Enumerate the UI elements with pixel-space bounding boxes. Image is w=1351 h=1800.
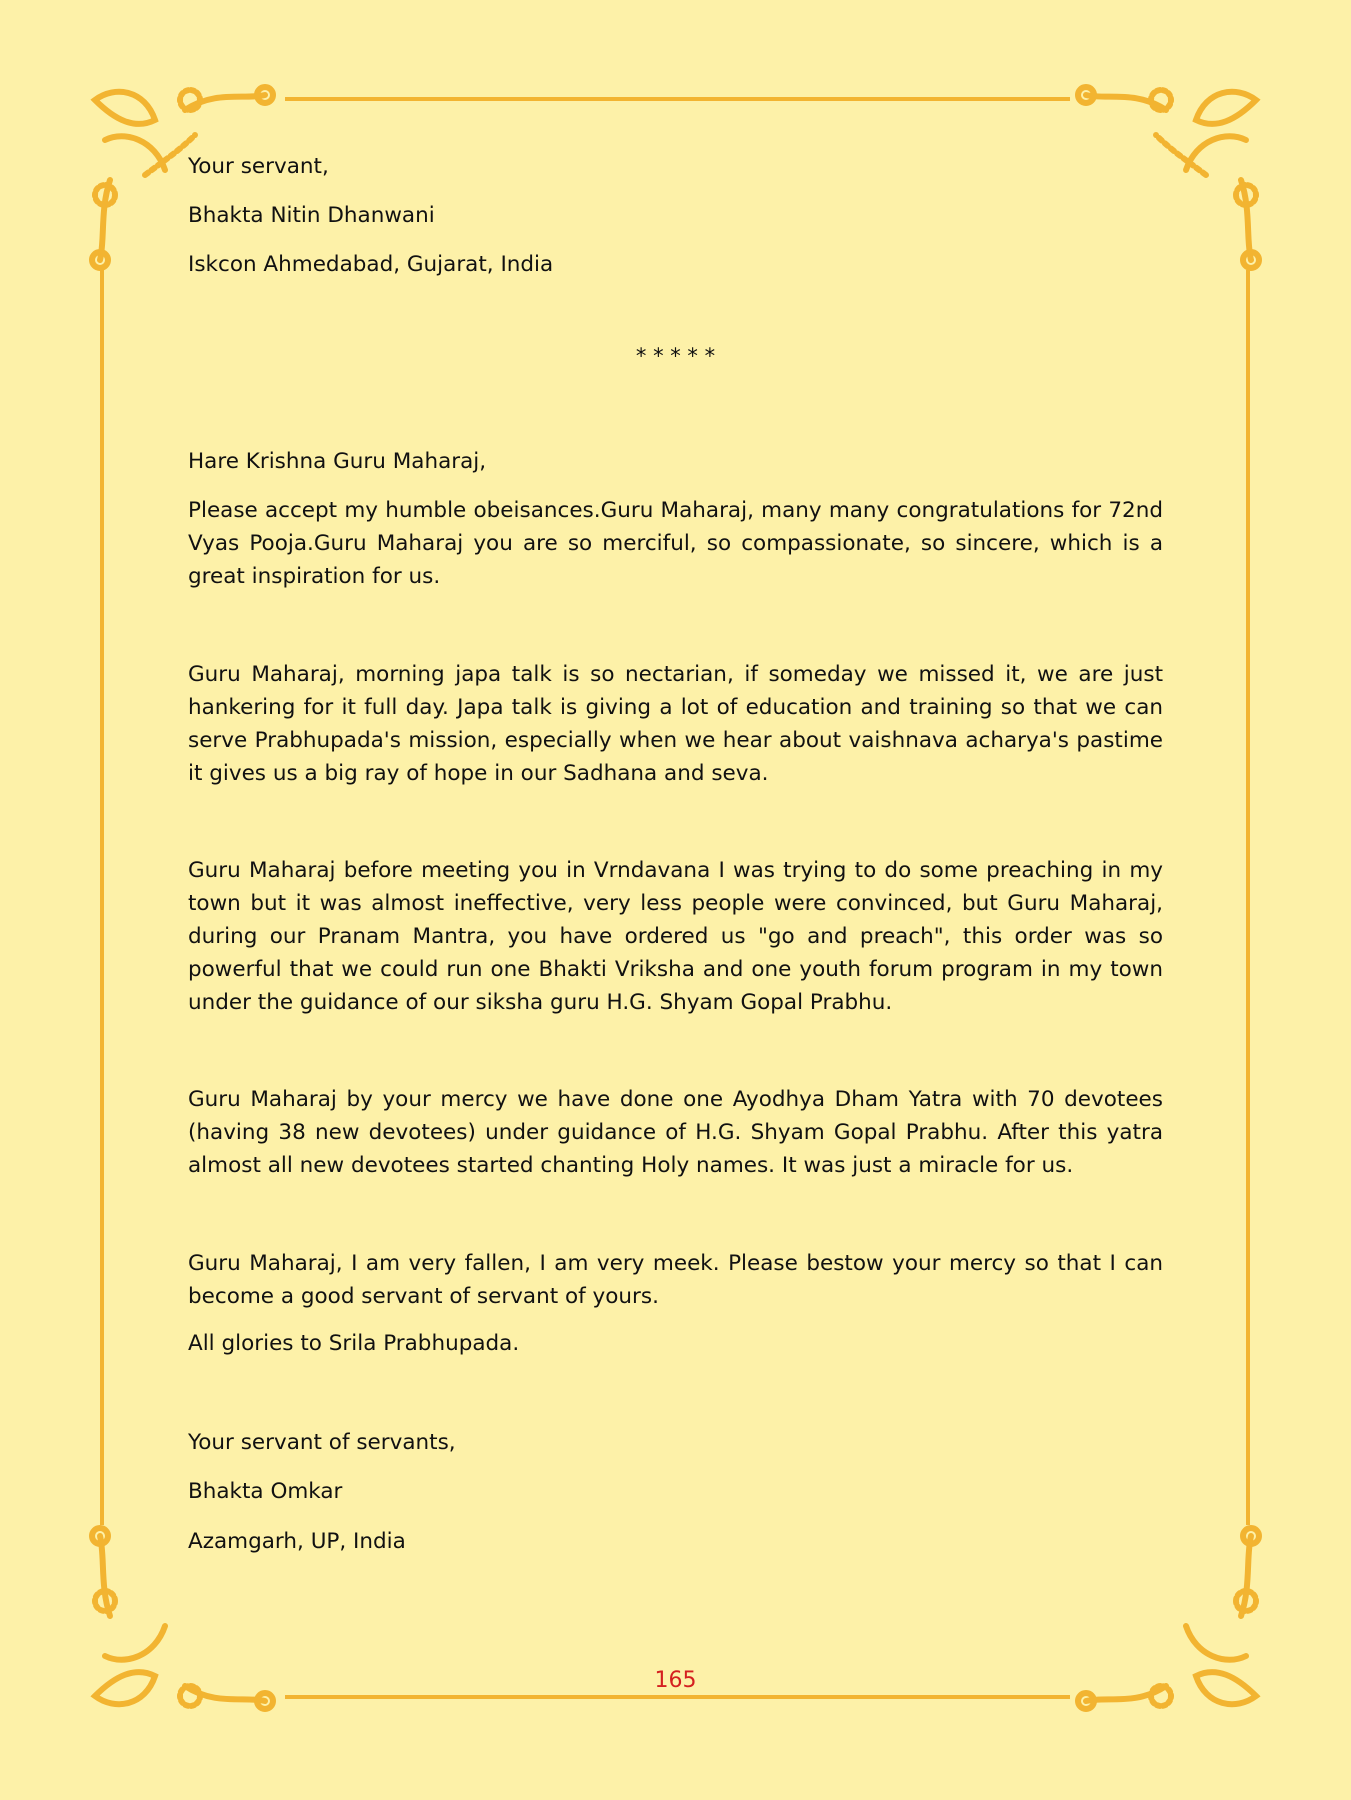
- border-right: [1246, 270, 1250, 1525]
- previous-closing: Your servant,: [188, 154, 329, 179]
- previous-location: Iskcon Ahmedabad, Gujarat, India: [188, 252, 554, 277]
- border-top: [285, 97, 1070, 101]
- paragraph-5: Guru Maharaj, I am very fallen, I am very meek. Please bestow your mercy so that I can become a good servant of servant of yours.: [188, 1251, 1163, 1309]
- section-separator: * * * * *: [635, 344, 716, 368]
- glories-line: All glories to Srila Prabhupada.: [188, 1331, 520, 1356]
- page-number: 165: [654, 1668, 697, 1693]
- closing: Your servant of servants,: [188, 1430, 456, 1455]
- paragraph-3: Guru Maharaj before meeting you in Vrndavana I was trying to do some preaching in my town but it was almost ineffective, very less people were convinced, but Guru Maharaj, during our Pranam Mantra, you have ordered us "go and preach", this order was so powerful that we could run one Bhakti Vriksha and one youth forum program in my town under the guidance of our siksha guru H.G. Shyam Gopal Prabhu.: [188, 858, 1163, 1015]
- border-left: [100, 270, 104, 1525]
- paragraph-2: Guru Maharaj, morning japa talk is so nectarian, if someday we missed it, we are just hankering for it full day. Japa talk is giving a lot of education and training so that we can serve Prabhupada's mission, especially when we hear about vaishnava acharya's pastime it gives us a big ray of hope in our Sadhana and seva.: [188, 662, 1163, 786]
- signature-name: Bhakta Omkar: [188, 1479, 343, 1504]
- paragraph-1: Please accept my humble obeisances.Guru Maharaj, many many congratulations for 72nd Vyas Pooja.Guru Maharaj you are so merciful, so compassionate, so sincere, which is a great inspiration for us.: [188, 498, 1163, 589]
- border-bottom: [285, 1695, 1070, 1699]
- signature-location: Azamgarh, UP, India: [188, 1529, 406, 1554]
- salutation: Hare Krishna Guru Maharaj,: [188, 449, 487, 474]
- paragraph-4: Guru Maharaj by your mercy we have done one Ayodhya Dham Yatra with 70 devotees (having 38 new devotees) under guidance of H.G. Shyam Gopal Prabhu. After this yatra almost all new devotees started chanting Holy names. It was just a miracle for us.: [188, 1087, 1163, 1178]
- previous-name: Bhakta Nitin Dhanwani: [188, 203, 435, 228]
